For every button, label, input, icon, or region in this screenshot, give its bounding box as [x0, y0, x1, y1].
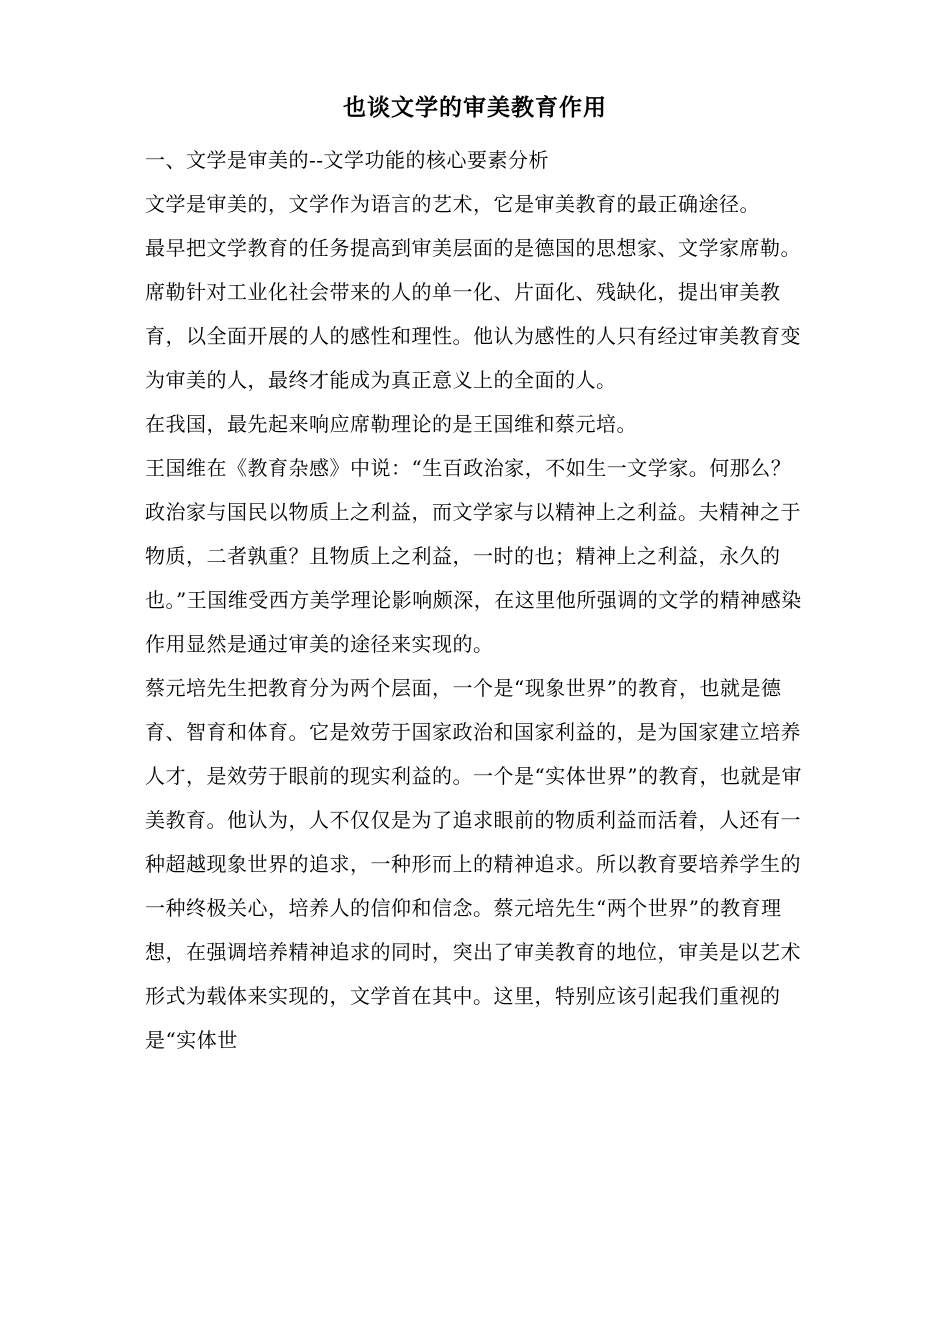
- paragraph-1: 文学是审美的，文学作为语言的艺术，它是审美教育的最正确途径。: [145, 192, 760, 216]
- paragraph-4: 王国维在《教育杂感》中说：“生百政治家，不如生一文学家。何那么？政治家与国民以物质上之利益，而文学家与以精神上之利益。夫精神之于物质，二者孰重？且物质上之利益，一时的也；精神上之利益，永久的也。”王国维受西方美学理论影响颇深，在这里他所强调的文学的精神感染作用显然是通过审美的途径来实现的。: [145, 456, 802, 656]
- paragraph-2: 最早把文学教育的任务提高到审美层面的是德国的思想家、文学家席勒。席勒针对工业化社会带来的人的单一化、片面化、残缺化，提出审美教育，以全面开展的人的感性和理性。他认为感性的人只有经过审美教育变为审美的人，最终才能成为真正意义上的全面的人。: [145, 236, 801, 392]
- paragraph-3: 在我国，最先起来响应席勒理论的是王国维和蔡元培。: [145, 412, 637, 436]
- document-body: [145, 86, 805, 1062]
- document-title: 也谈文学的审美教育作用: [343, 94, 607, 121]
- section-heading: 一、文学是审美的--文学功能的核心要素分析: [145, 148, 550, 172]
- paragraph-5: 蔡元培先生把教育分为两个层面，一个是“现象世界”的教育，也就是德育、智育和体育。它是效劳于国家政治和国家利益的，是为国家建立培养人才，是效劳于眼前的现实利益的。一个是“实体世界”的教育，也就是审美教育。他认为，人不仅仅是为了追求眼前的物质利益而活着，人还有一种超越现象世界的追求，一种形而上的精神追求。所以教育要培养学生的一种终极关心，培养人的信仰和信念。蔡元培先生“两个世界”的教育理想，在强调培养精神追求的同时，突出了审美教育的地位，审美是以艺术形式为载体来实现的，文学首在其中。这里，特别应该引起我们重视的是“实体世: [145, 676, 802, 1052]
